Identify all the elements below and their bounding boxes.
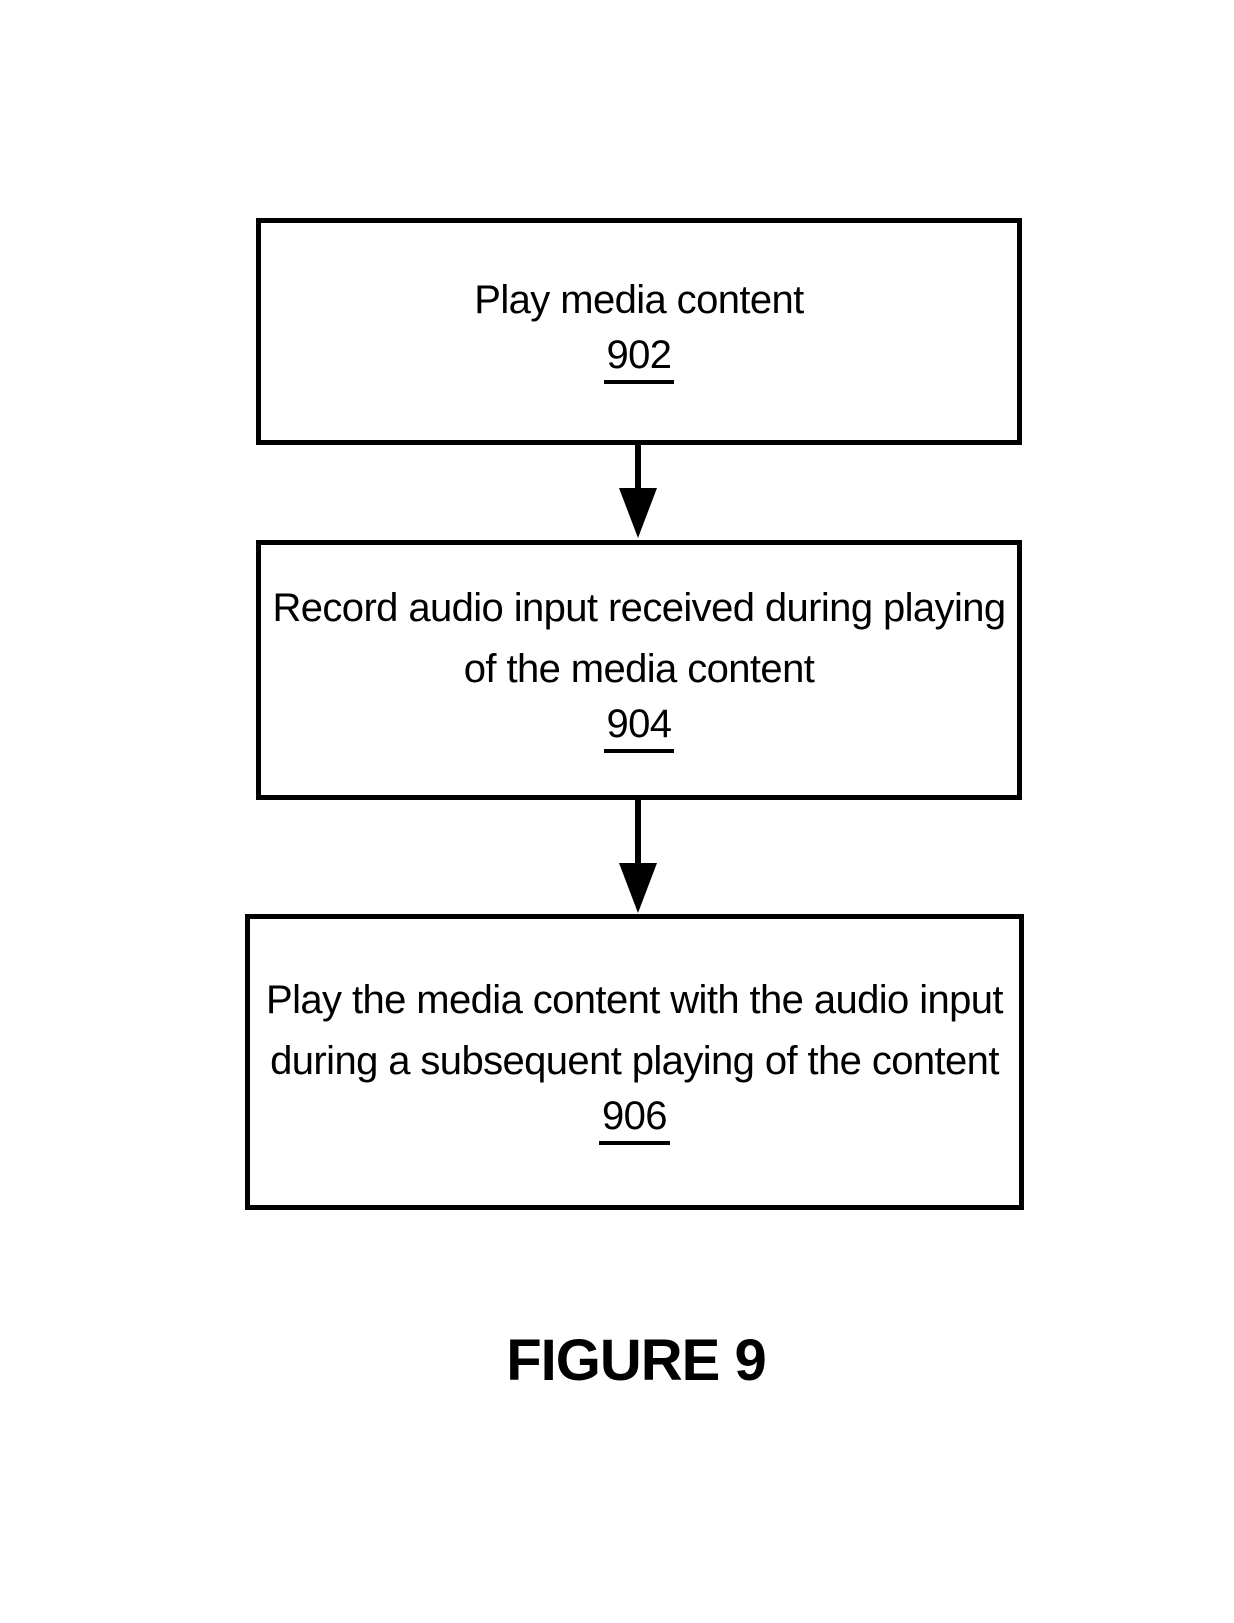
arrow-stem — [635, 445, 641, 491]
step-text-line: of the media content — [463, 646, 815, 691]
step-ref-row — [604, 700, 675, 763]
flow-step-text-block — [272, 578, 1005, 763]
step-text-line: during a subsequent playing of the content — [270, 1038, 999, 1083]
step-ref-number: 902 — [604, 331, 675, 384]
connector-arrow-down-1 — [619, 445, 657, 538]
step-ref-number: 906 — [599, 1092, 670, 1145]
flow-step-play-with-audio-input — [245, 914, 1024, 1210]
flow-step-record-audio-input — [256, 540, 1022, 800]
step-text-line: Record audio input received during playing — [272, 585, 1006, 630]
step-ref-row — [599, 1092, 670, 1155]
step-ref-number: 904 — [604, 700, 675, 753]
step-text-line: Play media content — [474, 277, 804, 322]
arrow-stem — [635, 800, 641, 866]
connector-arrow-down-2 — [619, 800, 657, 913]
figure-caption: FIGURE 9 — [506, 1328, 766, 1393]
arrow-head-down-icon — [619, 488, 657, 538]
flow-step-play-media-content — [256, 218, 1022, 445]
flow-step-text-block — [266, 970, 1003, 1155]
flow-step-text-block — [474, 270, 803, 394]
step-text-line: Play the media content with the audio input — [266, 977, 1003, 1022]
arrow-head-down-icon — [619, 863, 657, 913]
step-ref-row — [604, 331, 675, 394]
